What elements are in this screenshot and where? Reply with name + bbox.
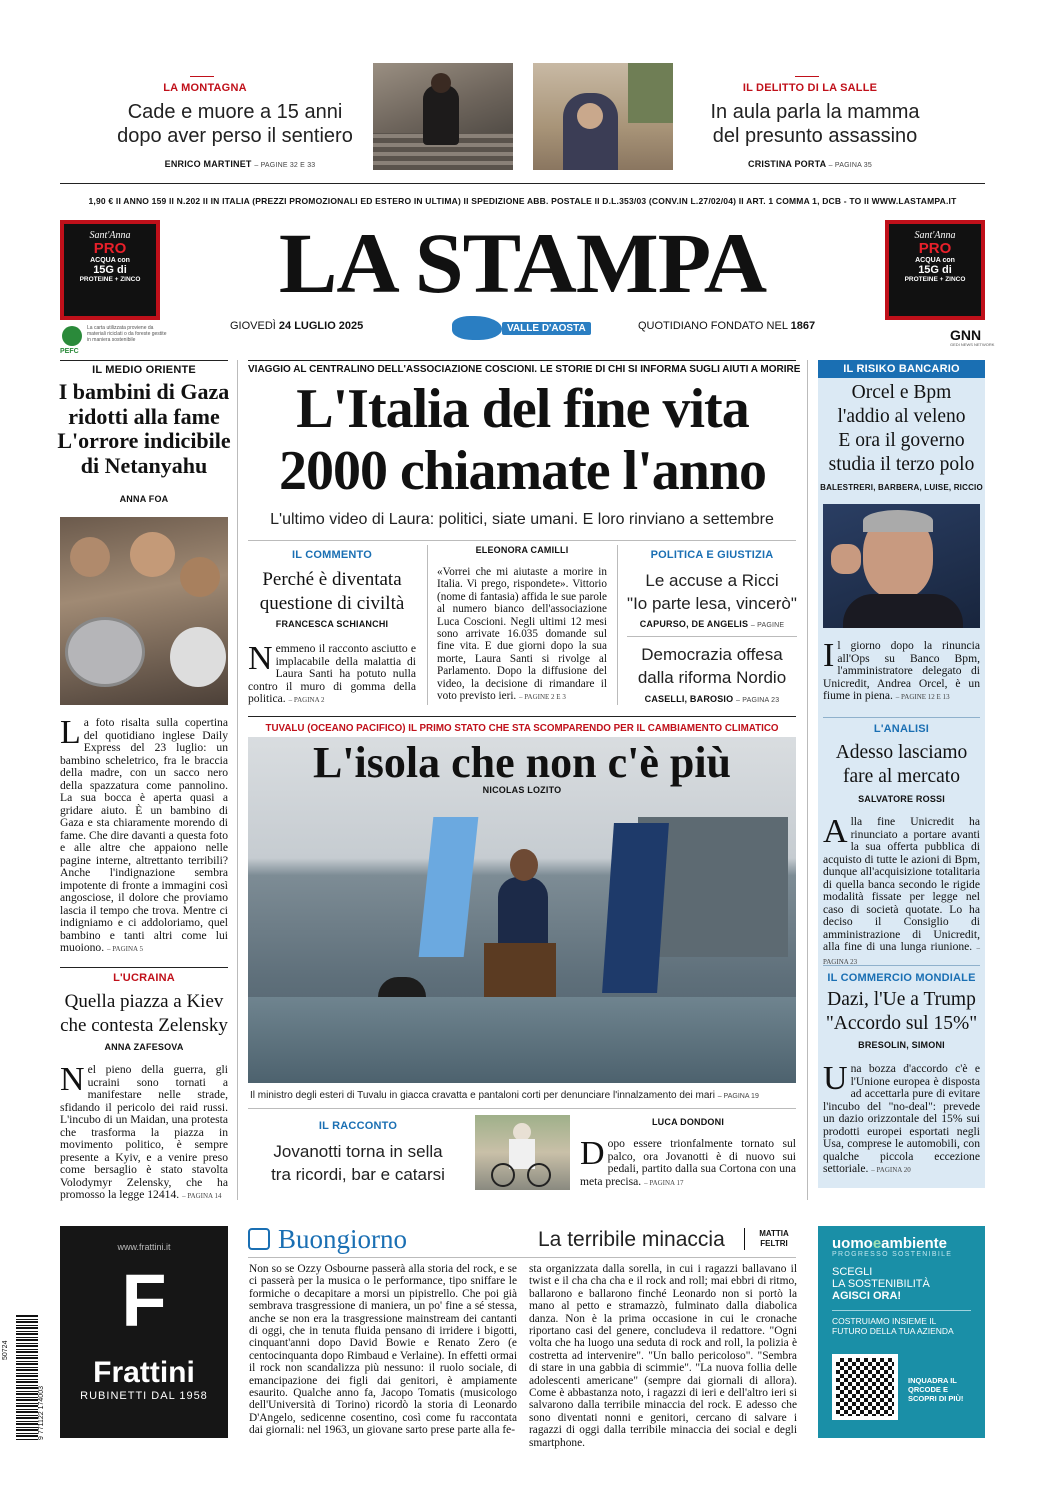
main-article-author: ELEONORA CAMILLI <box>475 545 569 555</box>
ad-line2: 15G di <box>93 264 127 276</box>
left-headline-line2: ridotti alla fame <box>68 403 220 429</box>
risiko-headline-line1: Orcel e Bpm <box>851 382 952 403</box>
risiko-headline[interactable] <box>815 381 988 477</box>
uomo-promo-line2: FUTURO DELLA TUA AZIENDA <box>832 1326 954 1336</box>
ad-line1: ACQUA con <box>915 257 955 264</box>
tuvalu-overline: TUVALU (OCEANO PACIFICO) IL PRIMO STATO CHE STA SCOMPARENDO PER IL CAMBIAMENTO CLIMATICO <box>265 723 779 734</box>
ad-frattini[interactable] <box>60 1226 228 1438</box>
teaser-photo-courtroom <box>533 63 673 170</box>
region-badge[interactable]: VALLE D'AOSTA <box>502 322 591 335</box>
commento-headline-line1: Perché è diventata <box>262 569 402 590</box>
analisi-headline-line2: fare al mercato <box>843 766 960 787</box>
politica-kicker: POLITICA E GIUSTIZIA <box>650 549 774 561</box>
buongiorno-col1: Non so se Ozzy Osbourne passerà alla storia del rock, e se ci passerà per la musica o le performance, tipo sniffare le formiche o decapitare a morsi un pipistrello. Che poi già sembrava trasgressione di maniera, un po' fine a sé stessa, anche se non era la trasgressione mainstream dei cantanti di oggi, che in tenuta fluida pensano di irridere i bigotti, cinquant'anni dopo David Bowie e Renato Zero (e centocinquanta dopo Rimbaud e Verlaine). In effetti ormai il rock non scandalizza più nessuno: il ruolo sociale, di emancipazione dei figli dai genitori, è ampiamente esaurito. Qualche anno fa, Jacopo Tomatis (musicologo dell'Università di Torino) ricordò la storia di Leonardo D'Angelo, sedicenne cosentino, così come fu raccontata dai giornali: nel 1963, un giovane sarto prese parte alla fe- <box>249 1263 517 1437</box>
racconto-headline-line2: tra ricordi, bar e catarsi <box>271 1165 445 1184</box>
teaser-left-kicker: LA MONTAGNA <box>163 82 247 94</box>
commercio-headline[interactable] <box>815 988 988 1036</box>
barcode <box>16 1315 38 1440</box>
commento-kicker: IL COMMENTO <box>291 549 373 561</box>
teaser-left-title[interactable] <box>90 100 380 148</box>
racconto-author: LUCA DONDONI <box>651 1117 725 1127</box>
ad-brand: Sant'Anna <box>89 230 131 241</box>
orcel-photo <box>823 504 980 628</box>
main-article-body: «Vorrei che mi aiutaste a morire in Italia. Vi prego, rispondete». Vittorio (nome di fantasia) affida le sue parole al numero bianco dell'associazione Luca Coscioni. Negli ultimi 12 mesi sono arrivate 16.035 domande sul fine vita. E due giorni dopo la sua morte, Laura Santi si rivolge al Parlamento. Dopo la diffusione del video, la decisione di rimandare il voto previsto ieri. – PAGINE 2 E 3 <box>437 566 607 703</box>
left-headline-2-line2: che contesta Zelensky <box>60 1015 228 1036</box>
risiko-headline-line2: l'addio al veleno <box>837 406 966 427</box>
frattini-logo-icon: F <box>121 1259 167 1342</box>
qr-caption-line1: INQUADRA IL <box>908 1376 957 1385</box>
teaser-photo-mountain <box>373 63 513 170</box>
analisi-body: Alla fine Unicredit ha rinunciato a portare avanti la sua offerta pubblica di acquisto di tutte le azioni di Bpm, dunque all'acquisizione totalitaria di quella banca secondo le rigide modalità fissate per legge nel caso di società quotate. Lo ha deciso il Consiglio di amministrazione di Unicredit, alla fine di una lunga riunione. – PAGINA 23 <box>823 813 980 966</box>
analisi-author: SALVATORE ROSSI <box>858 794 945 804</box>
gnn-logo: GNN <box>950 327 982 343</box>
ad-line3: PROTEINE + ZINCO <box>904 276 966 283</box>
qr-caption <box>908 1376 963 1403</box>
pefc-note: La carta utilizzata proviene da materiali riciclati o da foreste gestite in maniera sostenibile <box>87 325 167 343</box>
uomo-sub: PROGRESSO SOSTENIBILE <box>832 1251 953 1258</box>
founded-line: QUOTIDIANO FONDATO NEL 1867 <box>638 320 816 332</box>
commercio-kicker: IL COMMERCIO MONDIALE <box>827 972 976 984</box>
ad-santanna-left[interactable] <box>60 220 160 320</box>
teaser-left-title-line2: dopo aver perso il sentiero <box>117 125 353 147</box>
nordio-byline: CASELLI, BAROSIO – PAGINA 23 <box>644 694 780 704</box>
risiko-headline-line4: studia il terzo polo <box>828 454 975 475</box>
barcode-code: 50724 <box>2 1340 9 1360</box>
left-kicker-2: L'UCRAINA <box>113 972 175 984</box>
pefc-label: PEFC <box>60 348 79 355</box>
frattini-tagline: RUBINETTI DAL 1958 <box>80 1390 208 1402</box>
teaser-right-title-line1: In aula parla la mamma <box>710 101 920 123</box>
ad-uomo-ambiente[interactable] <box>818 1226 985 1438</box>
frattini-url: www.frattini.it <box>117 1242 171 1252</box>
masthead-logo[interactable]: LA STAMPA <box>278 215 767 311</box>
gaza-photo <box>60 517 228 705</box>
barcode-number: 9 771122 174003 <box>38 1386 45 1440</box>
main-headline-line1: L'Italia del fine vita <box>296 378 749 440</box>
commercio-headline-line1: Dazi, l'Ue a Trump <box>827 989 976 1010</box>
uomo-claim-line3: AGISCI ORA! <box>832 1290 902 1302</box>
analisi-headline[interactable] <box>815 741 988 789</box>
racconto-kicker: IL RACCONTO <box>318 1120 398 1132</box>
gnn-sub: GEDI NEWS NETWORK <box>950 342 995 347</box>
risiko-headline-line3: E ora il governo <box>838 430 965 451</box>
buongiorno-author-last: FELTRI <box>760 1239 788 1248</box>
main-subhead: L'ultimo video di Laura: politici, siate umani. E loro rinviano a settembre <box>270 511 774 528</box>
left-headline-line3: L'orrore indicibile <box>57 428 231 453</box>
main-headline-line2: 2000 chiamate l'anno <box>278 440 767 502</box>
racconto-headline-line1: Jovanotti torna in sella <box>273 1142 443 1161</box>
buongiorno-subtitle[interactable]: La terribile minaccia <box>538 1228 725 1251</box>
risiko-authors: BALESTRERI, BARBERA, LUISE, RICCIO <box>820 483 983 492</box>
uomo-claim <box>832 1266 971 1302</box>
analisi-kicker: L'ANALISI <box>873 723 930 735</box>
buongiorno-title[interactable]: Buongiorno <box>278 1224 408 1254</box>
teaser-left-title-line1: Cade e muore a 15 anni <box>127 101 343 123</box>
left-headline-2[interactable] <box>55 990 233 1038</box>
pefc-icon <box>62 326 82 346</box>
qr-caption-line3: SCOPRI DI PIÙ! <box>908 1394 964 1403</box>
ad-pro: PRO <box>918 240 952 257</box>
commercio-authors: BRESOLIN, SIMONI <box>858 1040 945 1050</box>
region-map-icon <box>452 316 502 340</box>
price-info-line: 1,90 € II ANNO 159 II N.202 II IN ITALIA (PREZZI PROMOZIONALI ED ESTERO IN ULTIMA) II SPEDIZIONE ABB. POSTALE II D.L.353/03 (CONV.IN L.27/02/04) II ART. 1 COMMA 1, DCB - TO II WWW.LASTAMPA.IT <box>88 196 957 206</box>
left-headline-line1: I bambini di Gaza <box>58 379 230 404</box>
buongiorno-col2: sta organizzata dalla sorella, in cui i ragazzi ballavano il twist e il cha cha cha e il rock and roll; mai ebbri di ritmo, ballarono e ballarono finché Leonardo non si portò la mano al petto e stramazzò, fulminato dalla diabolica danza. Non è la prima occasione in cui le cronache riportano casi del genere, concludeva il redattore. "Ogni volta che ha luogo una seduta di rock and roll, la polizia è costretta ad intervenire". "Un ballo pericoloso". "Sembra di stare in una gabbia di scimmie". "La nuova follia delle adolescenti americane" (sempre dai giornali di allora). Come è abbastanza noto, i ragazzi di ieri e dell'altro ieri si salvarono dalla terribile minaccia del rock. E adesso che sono diventati nonni e genitori, cercano di salvare i ragazzi di oggi dalla terribile minaccia dei social e degli smartphone. <box>529 1263 797 1449</box>
commercio-body: Una bozza d'accordo c'è e l'Unione europea è disposta ad accettarla pure di evitare l'incubo del "no-deal": prevede un dazio orizzontale del 15% sui prodotti europei esportati negli Usa, comprese le automobili, con qualche piccola eccezione settoriale. – PAGINA 20 <box>823 1060 980 1175</box>
nordio-headline-line2: dalla riforma Nordio <box>637 668 787 687</box>
teaser-right-byline: CRISTINA PORTA – PAGINA 35 <box>748 159 872 169</box>
uomo-promo <box>832 1310 971 1336</box>
ad-line2: 15G di <box>918 264 952 276</box>
ad-santanna-right[interactable] <box>885 220 985 320</box>
teaser-right-kicker: IL DELITTO DI LA SALLE <box>742 82 878 94</box>
left-kicker: IL MEDIO ORIENTE <box>92 364 196 376</box>
qr-caption-line2: QRCODE E <box>908 1385 949 1394</box>
qr-code-icon[interactable] <box>832 1354 898 1420</box>
commento-author: FRANCESCA SCHIANCHI <box>275 619 389 629</box>
uomo-claim-line2: LA SOSTENIBILITÀ <box>832 1278 930 1290</box>
analisi-headline-line1: Adesso lasciamo <box>835 742 968 763</box>
left-headline-2-line1: Quella piazza a Kiev <box>64 991 224 1012</box>
ricci-byline: CAPURSO, DE ANGELIS – PAGINE <box>639 619 785 629</box>
main-headline[interactable] <box>235 378 810 502</box>
racconto-headline[interactable] <box>248 1140 468 1186</box>
main-overline: VIAGGIO AL CENTRALINO DELL'ASSOCIAZIONE COSCIONI. LE STORIE DI CHI SI INFORMA SUGLI AIUTI A MORIRE <box>248 364 801 375</box>
racconto-body: Dopo essere trionfalmente tornato sul palco, ora Jovanotti è di nuovo sui pedali, partito dalla sua Cortona con una meta precisa. – PAGINA 17 <box>580 1135 796 1188</box>
tuvalu-author: NICOLAS LOZITO <box>482 785 562 795</box>
left-headline[interactable] <box>55 380 233 478</box>
ad-line3: PROTEINE + ZINCO <box>79 276 141 283</box>
risiko-kicker: IL RISIKO BANCARIO <box>818 360 985 378</box>
teaser-right-title-line2: del presunto assassino <box>712 125 918 147</box>
masthead-date: GIOVEDÌ 24 LUGLIO 2025 <box>230 320 364 332</box>
commento-headline[interactable] <box>245 568 419 616</box>
left-body: La foto risalta sulla copertina del quotidiano inglese Daily Express del 23 luglio: un bambino scheletrico, fra le braccia della madre, con un sacco nero della spazzatura come pannolino. La sua bocca è aperta quasi a gridare aiuto. È un bambino di Gaza e sta chiaramente morendo di fame. Che dire davanti a questa foto e alle altre che appaiono nelle pagine interne, altrettanto terribili? Anche l'indignazione sembra impotente di fronte a immagini così angosciose, il dolore che proviamo lascia il tempo che trova. Mentre ci indigniamo e ci addoloriamo, quel bambino e tanti altri come lui muoiono. – PAGINA 5 <box>60 714 228 954</box>
buongiorno-author <box>752 1229 796 1249</box>
left-body-2: Nel pieno della guerra, gli ucraini sono tornati a manifestare nelle strade, sfidando il pericolo dei raid russi. L'incubo di un Maidan, una protesta che trasforma la piazza in movimento politico, è sempre presente a Kyiv, e a venire preso come bersaglio è stato stavolta Volodymyr Zelensky, che ha promosso la legge 12414. – PAGINA 14 <box>60 1061 228 1201</box>
uomo-title: uomoeambiente <box>832 1235 948 1252</box>
nordio-headline-line1: Democrazia offesa <box>641 645 783 664</box>
ad-pro: PRO <box>93 240 127 257</box>
ricci-headline-line1: Le accuse a Ricci <box>645 571 779 590</box>
left-author: ANNA FOA <box>119 494 169 504</box>
left-author-2: ANNA ZAFESOVA <box>104 1042 184 1052</box>
buongiorno-author-first: MATTIA <box>759 1229 789 1238</box>
ad-brand: Sant'Anna <box>914 230 956 241</box>
uomo-claim-line1: SCEGLI <box>832 1266 873 1278</box>
commento-headline-line2: questione di civiltà <box>259 593 405 614</box>
ad-line1: ACQUA con <box>90 257 130 264</box>
teaser-left-byline: ENRICO MARTINET – PAGINE 32 E 33 <box>164 159 316 169</box>
left-headline-line4: di Netanyahu <box>80 452 208 478</box>
uomo-promo-line1: COSTRUIAMO INSIEME IL <box>832 1316 937 1326</box>
nordio-headline[interactable] <box>622 643 802 689</box>
frattini-name: Frattini <box>93 1356 195 1389</box>
jovanotti-photo <box>475 1115 570 1190</box>
risiko-body: Il giorno dopo la rinuncia all'Ops su Banco Bpm, l'amministratore delegato di Unicredit, Andrea Orcel, è un fiume in piena. – PAGINE 12 E 13 <box>823 637 980 702</box>
commercio-headline-line2: "Accordo sul 15%" <box>825 1013 978 1034</box>
tuvalu-headline[interactable]: L'isola che non c'è più <box>312 738 732 787</box>
buongiorno-icon <box>248 1228 270 1250</box>
commento-body: Nemmeno il racconto asciutto e implacabile della malattia di Laura Santi ha potuto nulla contro il muro di gomma della politica. – PAGINA 2 <box>248 640 416 705</box>
teaser-right-title[interactable] <box>670 100 960 148</box>
ricci-headline[interactable] <box>622 569 802 615</box>
tuvalu-caption: Il ministro degli esteri di Tuvalu in giacca cravatta e pantaloni corti per denunciare l'innalzamento dei mari – PAGINA 19 <box>250 1090 759 1101</box>
ricci-headline-line2: "Io parte lesa, vincerò" <box>627 594 797 613</box>
